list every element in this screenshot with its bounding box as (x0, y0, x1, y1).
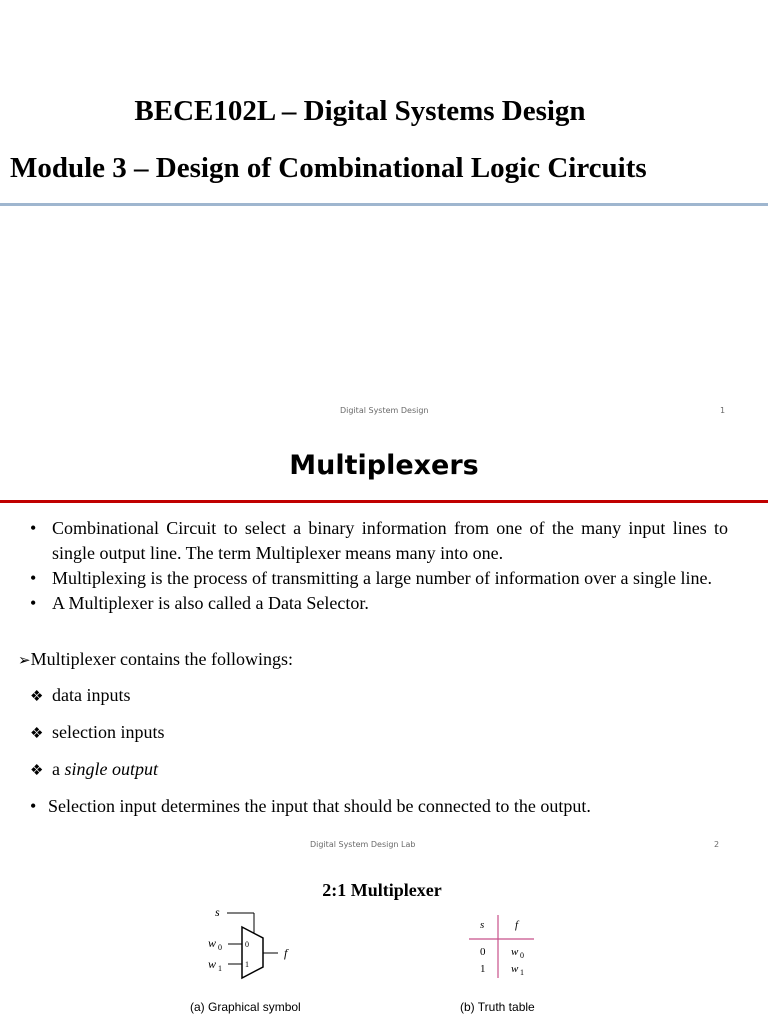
module-title: Module 3 – Design of Combinational Logic Circuits (10, 152, 647, 184)
select-label: s (215, 905, 220, 919)
table-header: s (480, 919, 485, 931)
input1-subscript: 1 (218, 964, 222, 973)
list-item: • A Multiplexer is also called a Data Selector. (30, 591, 728, 616)
mux-body (242, 927, 263, 978)
mux-2to1-slide (0, 860, 768, 1024)
arrow-item (18, 649, 293, 670)
multiplexers-slide (0, 430, 768, 860)
arrow-item-text: Multiplexer contains the followings: (30, 649, 294, 669)
diamond-item (30, 722, 164, 743)
page-number: 1 (720, 406, 726, 415)
caption-truth-table: (b) Truth table (460, 1000, 535, 1014)
port1-label: 1 (245, 960, 249, 969)
course-title: BECE102L – Digital Systems Design (134, 95, 586, 127)
diamond-item-text: data inputs (52, 685, 131, 705)
title-divider (0, 500, 768, 503)
input0-subscript: 0 (218, 943, 222, 952)
input0-label: w (208, 936, 217, 950)
diamond-item-prefix: a (52, 759, 65, 779)
last-bullet-text: Selection input determines the input that should be connected to the output. (48, 796, 591, 816)
slide-title: 2:1 Multiplexer (322, 880, 442, 900)
title-slide (0, 0, 768, 430)
bullet-dot: • (30, 796, 37, 816)
table-cell: 0 (480, 946, 486, 958)
emphasis-text: single output (64, 759, 158, 779)
table-cell: 1 (480, 963, 486, 975)
slide-title: Multiplexers (289, 450, 479, 481)
diamond-item (30, 759, 158, 780)
diamond-item (30, 685, 131, 706)
list-item: • Combinational Circuit to select a binary information from one of the many input lines to single output line. The term Multiplexer means many into one. (30, 516, 728, 566)
table-cell: w (511, 946, 519, 958)
port0-label: 0 (245, 940, 249, 949)
table-cell: w (511, 963, 519, 975)
diamond-item-text: selection inputs (52, 722, 165, 742)
output-label: f (284, 946, 288, 960)
slide-footer: Digital System Design Lab (310, 840, 416, 849)
last-bullet (30, 796, 591, 817)
diamond-bullet-icon: ❖ (30, 726, 44, 742)
slide-footer: Digital System Design (340, 406, 429, 415)
input1-label: w (208, 957, 217, 971)
arrow-bullet-icon: ➢ (18, 653, 31, 669)
diamond-bullet-icon: ❖ (30, 763, 44, 779)
list-item: • Multiplexing is the process of transmitting a large number of information over a single line. (30, 566, 728, 591)
table-header: f (515, 919, 519, 931)
mux-symbol (200, 905, 310, 995)
bullet-list (30, 516, 728, 616)
page-number: 2 (714, 840, 720, 849)
caption-graphical-symbol: (a) Graphical symbol (190, 1000, 301, 1014)
truth-table (462, 910, 552, 990)
table-cell-subscript: 1 (520, 968, 524, 977)
diamond-bullet-icon: ❖ (30, 689, 44, 705)
title-divider (0, 203, 768, 206)
table-cell-subscript: 0 (520, 951, 524, 960)
